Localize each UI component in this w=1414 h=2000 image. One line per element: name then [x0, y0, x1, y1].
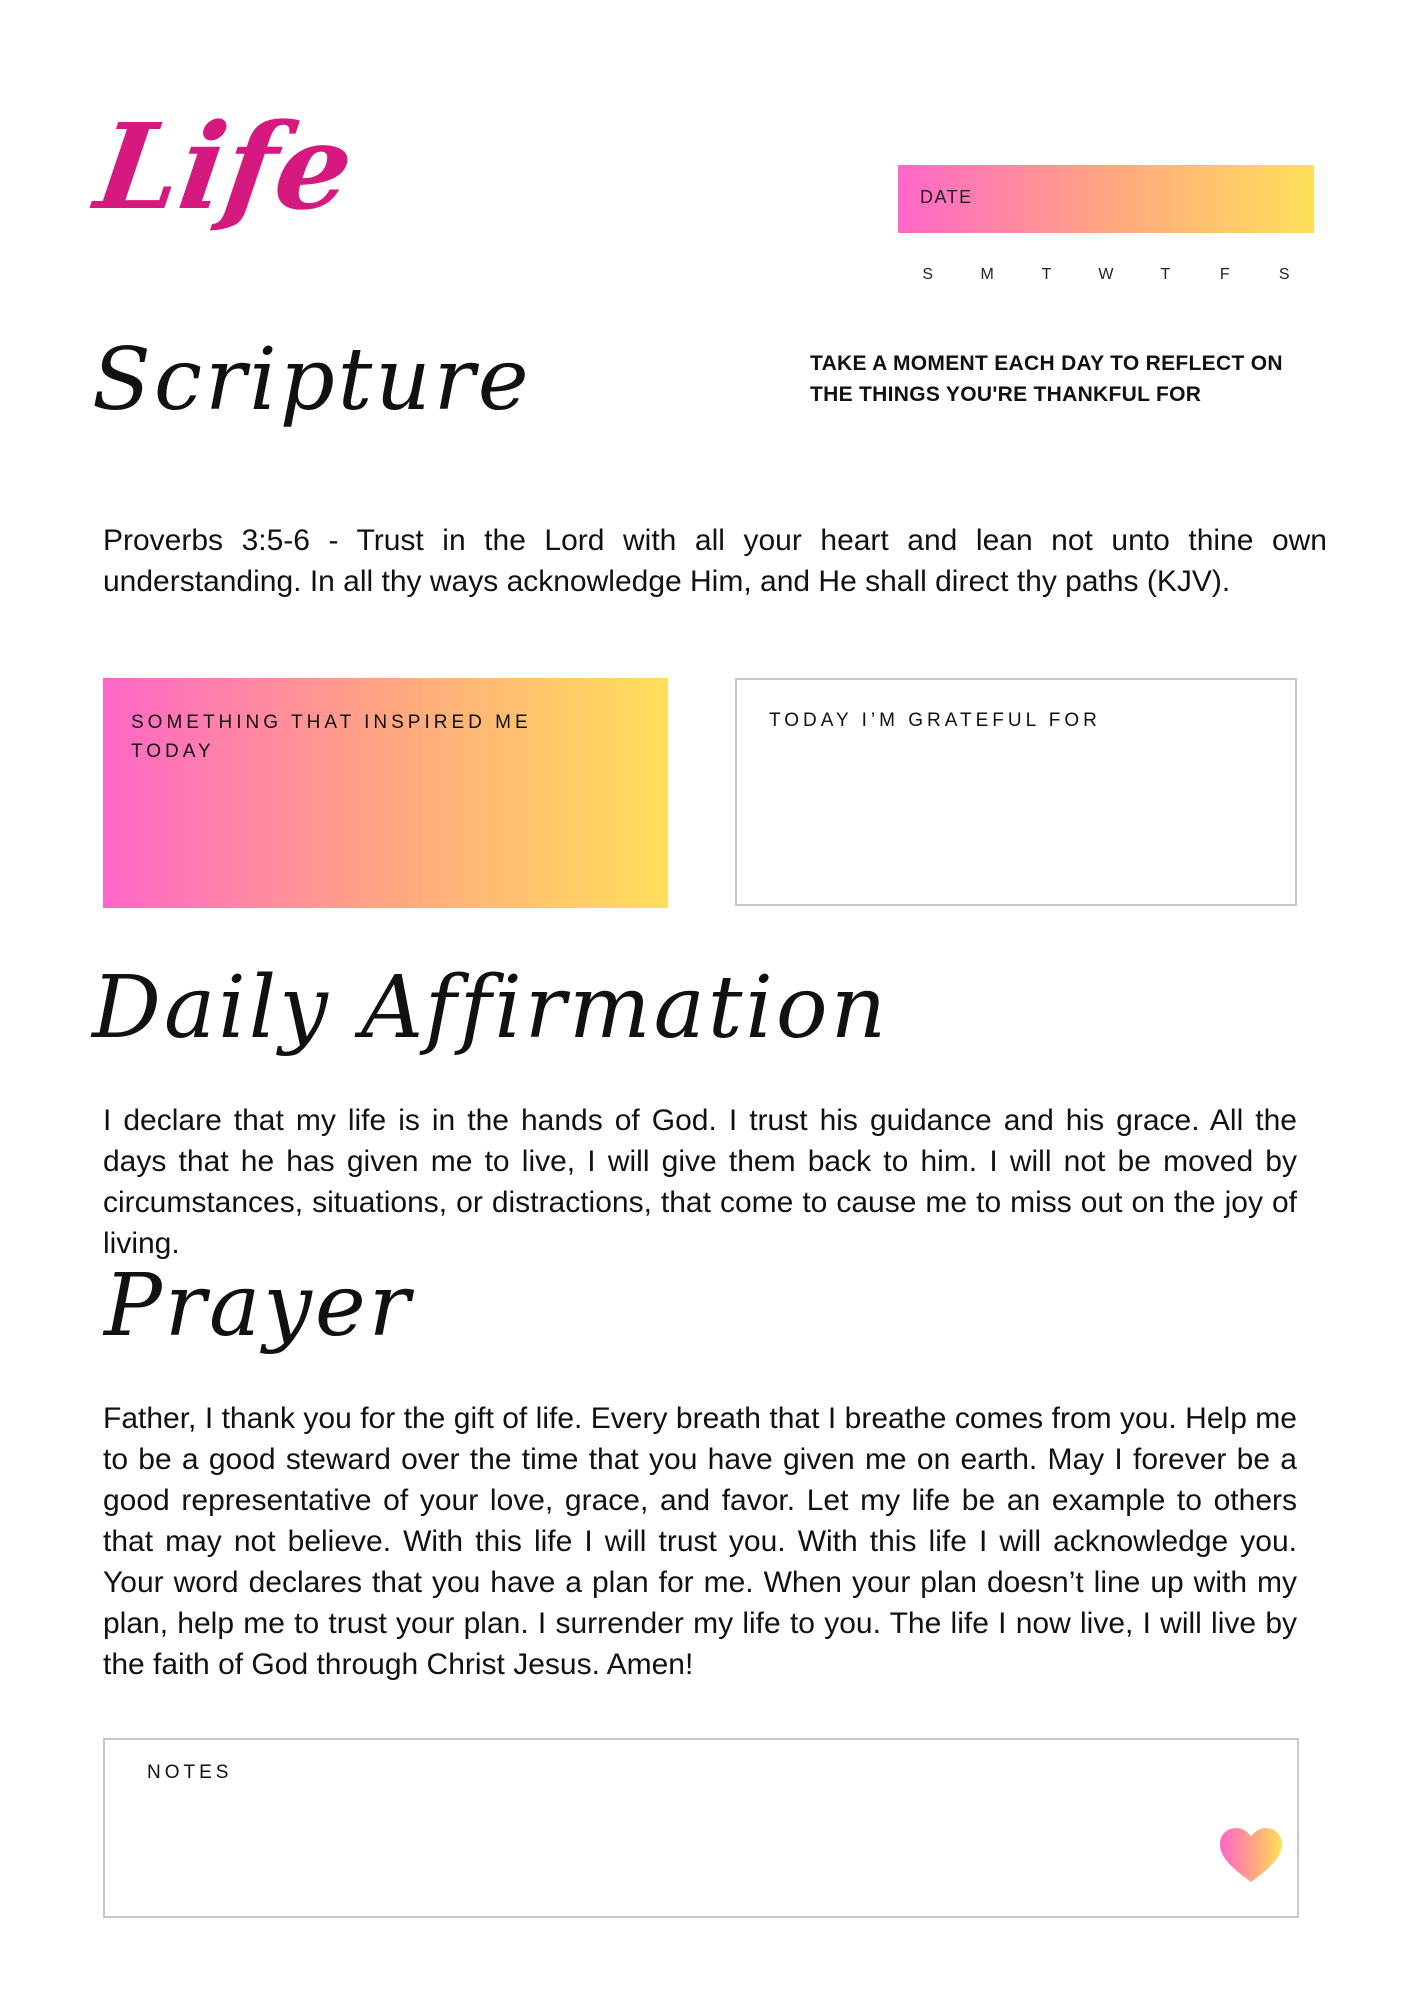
- date-label: DATE: [920, 187, 973, 207]
- affirmation-text: I declare that my life is in the hands of God. I trust his guidance and his grace. All the days that he has given me to live, I will give them back to him. I will not be moved by circumstances, situations, or distractions, that come to cause me to miss out on the joy of living.: [103, 1104, 1297, 1260]
- prayer-text: Father, I thank you for the gift of life. Every breath that I breathe comes from you. Help me to be a good steward over the time that you have given me on earth. May I forever be a good representative of your love, grace, and favor. Let my life be an example to others that may not believe. With this life I will trust you. With this life I will acknowledge you. Your word declares that you have a plan for me. When your plan doesn’t line up with my plan, help me to trust your plan. I surrender my life to you. The life I now live, I will live by the faith of God through Christ Jesus. Amen!: [103, 1402, 1297, 1681]
- weekday-wednesday[interactable]: W: [1098, 266, 1114, 283]
- weekday-friday[interactable]: F: [1219, 266, 1230, 283]
- grateful-label: TODAY I’M GRATEFUL FOR: [769, 710, 1101, 731]
- scripture-text: Proverbs 3:5-6 - Trust in the Lord with all your heart and lean not unto thine own understanding. In all thy ways acknowledge Him, and He shall direct thy paths (KJV).: [103, 524, 1327, 598]
- weekday-thursday[interactable]: T: [1160, 266, 1171, 283]
- weekday-selector: [898, 266, 1314, 290]
- page-title: Life: [88, 97, 362, 236]
- weekday-monday[interactable]: M: [980, 266, 994, 283]
- inspired-label: SOMETHING THAT INSPIRED ME TODAY: [131, 712, 532, 762]
- notes-label: NOTES: [147, 1762, 233, 1783]
- notes-box[interactable]: [103, 1738, 1299, 1918]
- weekday-saturday[interactable]: S: [1278, 266, 1290, 283]
- prayer-heading: Prayer: [104, 1256, 413, 1356]
- reflect-prompt: TAKE A MOMENT EACH DAY TO REFLECT ON THE THINGS YOU'RE THANKFUL FOR: [810, 352, 1283, 406]
- heart-icon: [1218, 1826, 1284, 1884]
- inspired-box[interactable]: [103, 678, 668, 908]
- weekday-tuesday[interactable]: T: [1041, 266, 1052, 283]
- affirmation-heading: Daily Affirmation: [92, 958, 890, 1058]
- grateful-box[interactable]: [735, 678, 1297, 906]
- weekday-sunday[interactable]: S: [922, 266, 934, 283]
- scripture-heading: Scripture: [92, 330, 532, 430]
- date-field[interactable]: [898, 165, 1314, 233]
